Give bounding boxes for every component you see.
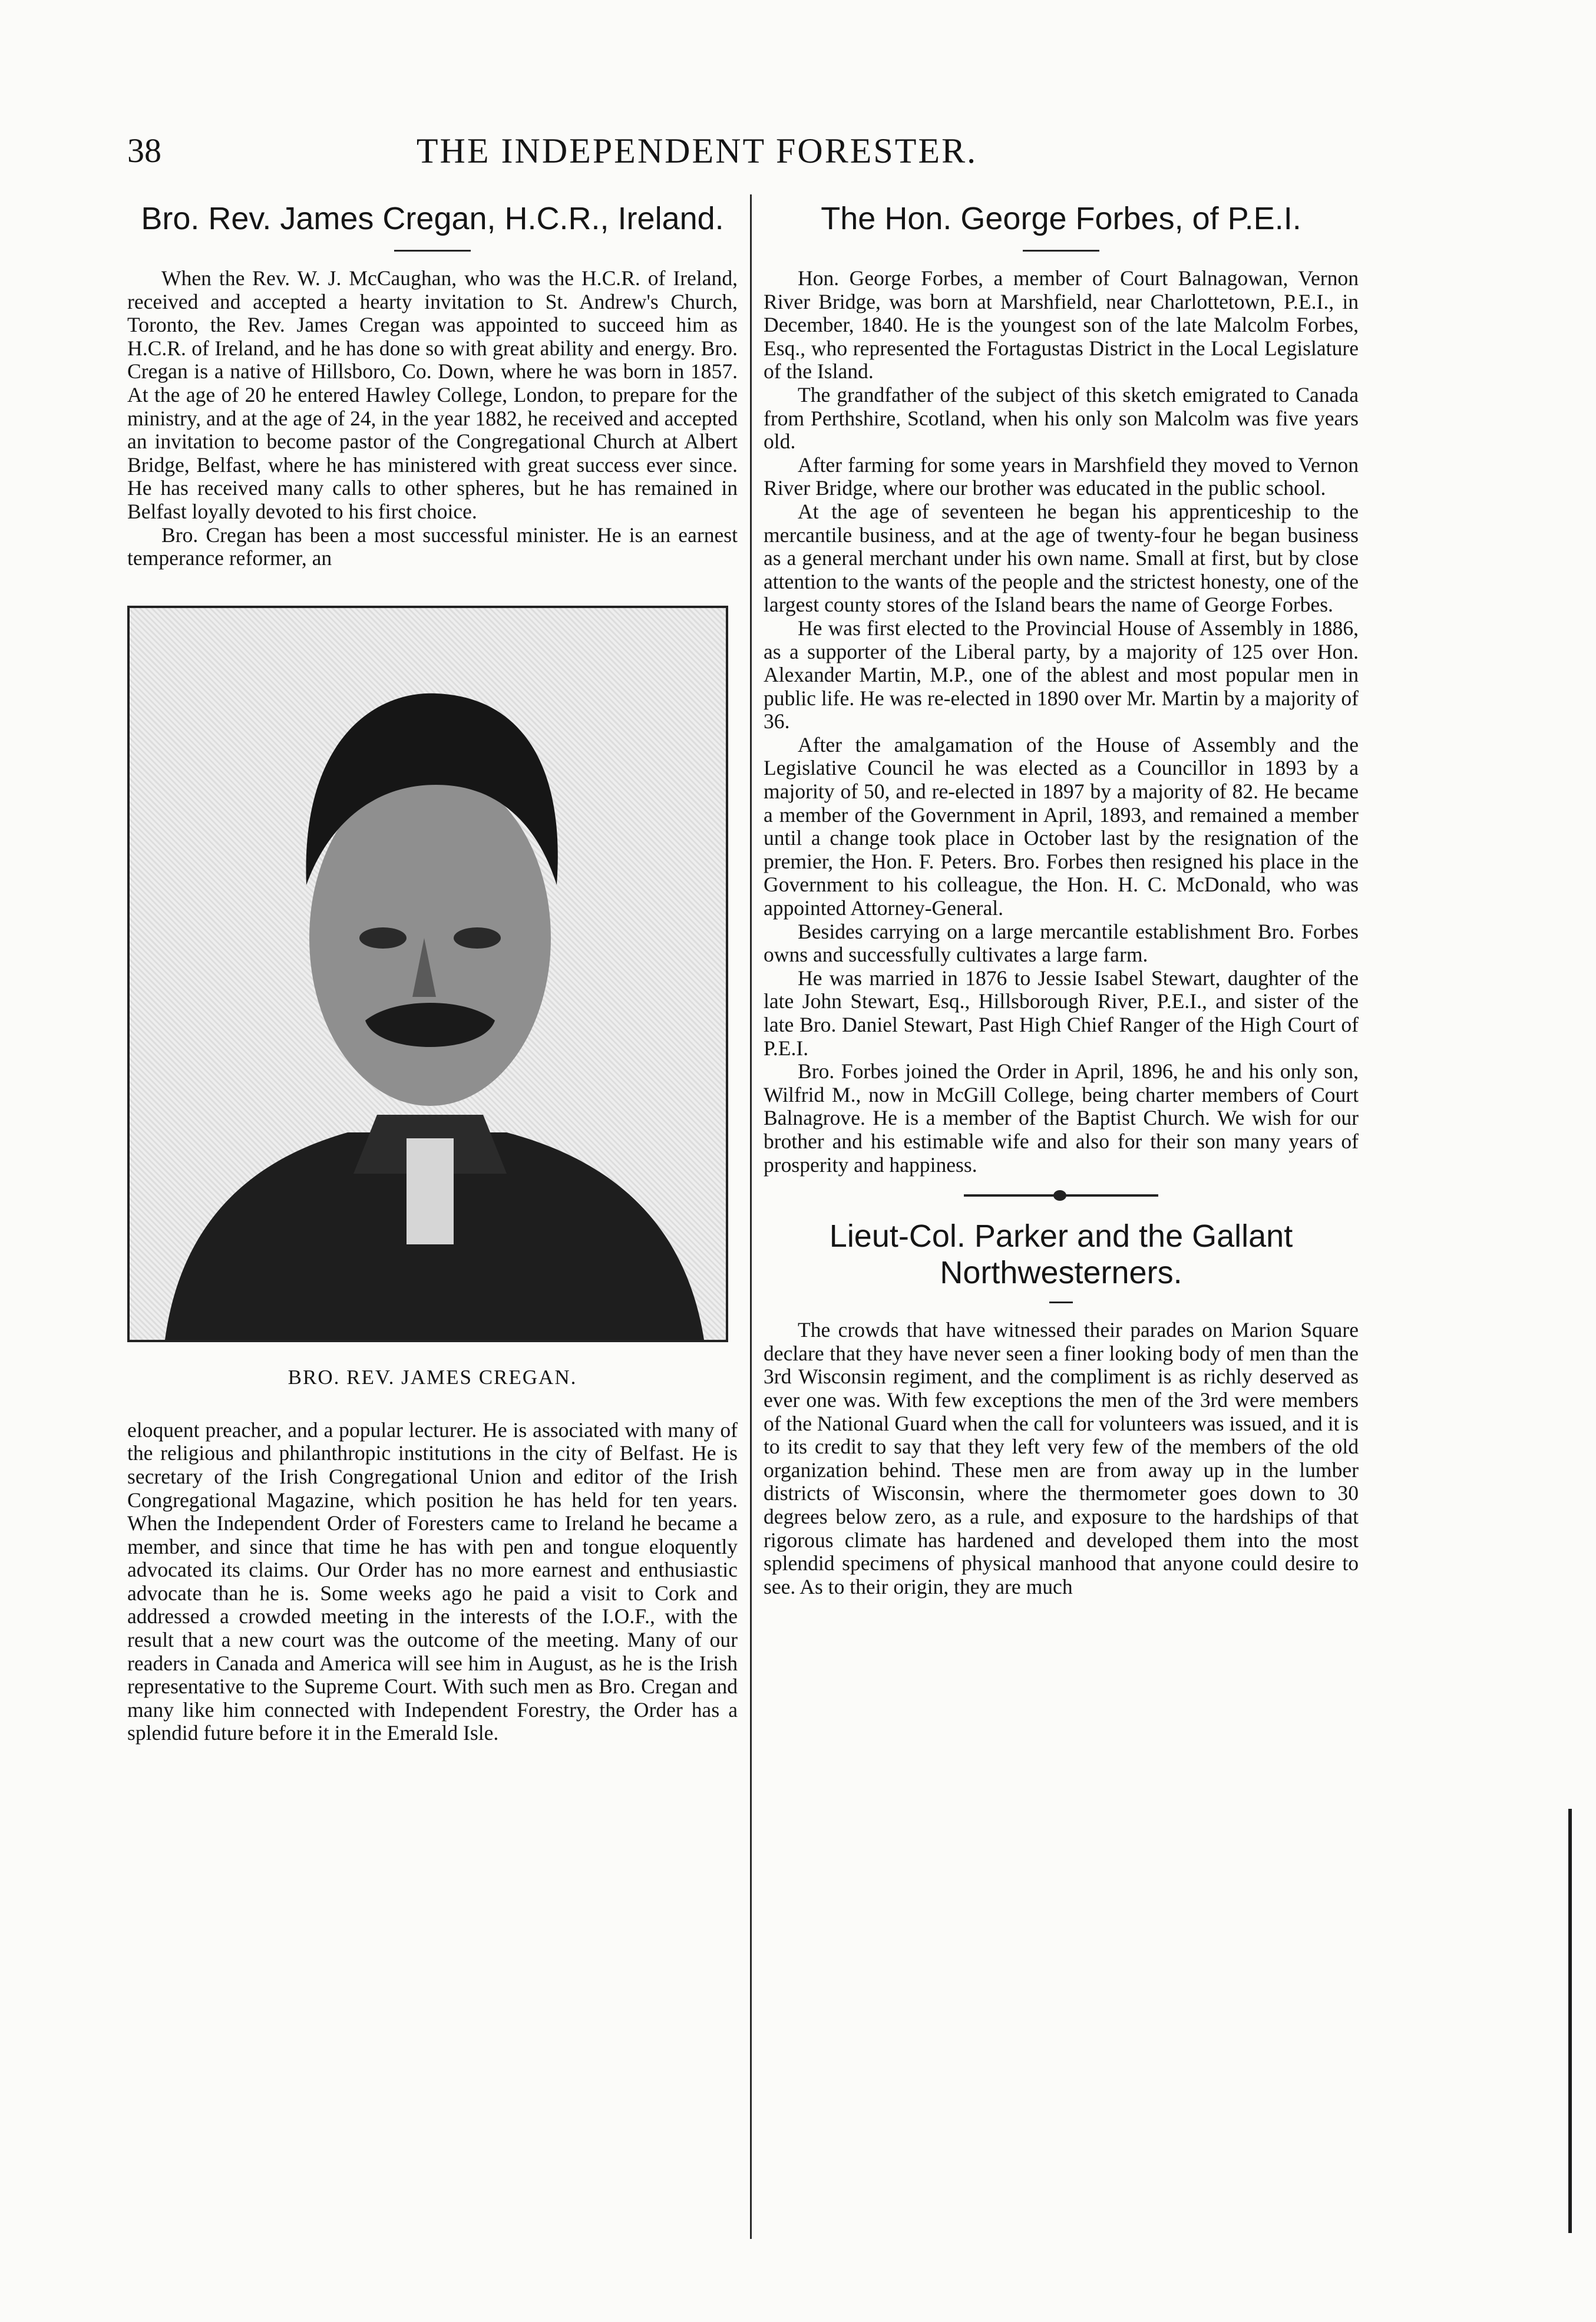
forbes-paragraph: Hon. George Forbes, a member of Court Balnagowan, Vernon River Bridge, was born at Marshfield, near Charlottetown, P.E.I., in December, 1840. He is the youngest son of the late Malcolm Forbes, Esq., who represented the Fortagustas District in the Local Legislature of the Island. bbox=[764, 266, 1359, 384]
column-divider bbox=[750, 194, 752, 2239]
margin-rule bbox=[1568, 1809, 1572, 2233]
running-head bbox=[127, 131, 1267, 178]
cregan-heading: Bro. Rev. James Cregan, H.C.R., Ireland. bbox=[141, 201, 724, 236]
portrait-engraving-icon bbox=[130, 608, 726, 1340]
portrait-caption: BRO. REV. JAMES CREGAN. bbox=[288, 1365, 577, 1389]
heading-rule bbox=[1049, 1302, 1073, 1303]
forbes-paragraph: The grandfather of the subject of this sketch emigrated to Canada from Perthshire, Scotland, when his only son Malcolm was five years old. bbox=[764, 382, 1359, 454]
heading-rule bbox=[1023, 250, 1099, 252]
right-column bbox=[764, 200, 1359, 1598]
left-column bbox=[127, 200, 738, 1745]
forbes-paragraph: After farming for some years in Marshfield they moved to Vernon River Bridge, where our brother was educated in the public school. bbox=[764, 452, 1359, 500]
parker-heading: Lieut-Col. Parker and the Gallant Northwesterners. bbox=[829, 1218, 1293, 1291]
section-ornament bbox=[964, 1194, 1158, 1197]
forbes-paragraph: Bro. Forbes joined the Order in April, 1896, he and his only son, Wilfrid M., now in McGill College, being charter members of Court Balnagrove. He is a member of the Baptist Church. We wish for our brother and his estimable wife and also for their son many years of prosperity and happiness. bbox=[764, 1059, 1359, 1177]
forbes-heading: The Hon. George Forbes, of P.E.I. bbox=[821, 201, 1301, 236]
forbes-paragraph: Besides carrying on a large mercantile establishment Bro. Forbes owns and successfully cultivates a large farm. bbox=[764, 919, 1359, 967]
cregan-paragraph: When the Rev. W. J. McCaughan, who was the H.C.R. of Ireland, received and accepted a hearty invitation to St. Andrew's Church, Toronto, the Rev. James Cregan was appointed to succeed him as H.C.R. of Ireland, and he has done so with great ability and energy. Bro. Cregan is a native of Hillsboro, Co. Down, where he was born in 1857. At the age of 20 he entered Hawley College, London, to prepare for the ministry, and at the age of 24, in the year 1882, he received and accepted an invitation to become pastor of the Congregational Church at Albert Bridge, Belfast, where he has ministered with great success ever since. He has received many calls to other spheres, but he has remained in Belfast loyally devoted to his first choice. bbox=[127, 266, 738, 523]
forbes-paragraph: After the amalgamation of the House of Assembly and the Legislative Council he was elected as a Councillor in 1893 by a majority of 50, and re-elected in 1897 by a majority of 82. He became a member of the Government in April, 1893, and remained a member until a change took place in October last by the resignation of the premier, the Hon. F. Peters. Bro. Forbes then resigned his place in the Government to his colleague, the Hon. H. C. McDonald, who was appointed Attorney-General. bbox=[764, 732, 1359, 920]
journal-title: THE INDEPENDENT FORESTER. bbox=[416, 131, 978, 170]
cregan-portrait-image bbox=[127, 606, 728, 1342]
heading-rule bbox=[394, 250, 471, 252]
page-number: 38 bbox=[127, 131, 161, 170]
cregan-continuation: eloquent preacher, and a popular lecturer. He is associated with many of the religious and philanthropic institutions in the city of Belfast. He is secretary of the Irish Congregational Union and editor of the Irish Congregational Magazine, which position he has held for ten years. When the Independent Order of Foresters came to Ireland he became a member, and since that time he has with pen and tongue eloquently advocated its claims. Our Order has no more earnest and enthusiastic advocate than he is. Some weeks ago he paid a visit to Cork and addressed a crowded meeting in the interests of the I.O.F., with the result that a new court was the outcome of the meeting. Many of our readers in Canada and America will see him in August, as he is the Irish representative to the Supreme Court. With such men as Bro. Cregan and many like him connected with Independent Forestry, the Order has a splendid future before it in the Emerald Isle. bbox=[127, 1418, 738, 1745]
forbes-paragraph: At the age of seventeen he began his apprenticeship to the mercantile business, and at the age of twenty-four he began business as a general merchant under his own name. Small at first, but by close attention to the wants of the people and the strictest honesty, one of the largest county stores of the Island bears the name of George Forbes. bbox=[764, 499, 1359, 617]
cregan-paragraph: Bro. Cregan has been a most successful minister. He is an earnest temperance reformer, an bbox=[127, 523, 738, 570]
forbes-paragraph: He was first elected to the Provincial House of Assembly in 1886, as a supporter of the Liberal party, by a majority of 125 over Hon. Alexander Martin, M.P., one of the ablest and most popular men in public life. He was re-elected in 1890 over Mr. Martin by a majority of 36. bbox=[764, 616, 1359, 734]
parker-paragraph: The crowds that have witnessed their parades on Marion Square declare that they have never seen a finer looking body of men than the 3rd Wisconsin regiment, and the compliment is as richly deserved as ever one was. With few exceptions the men of the 3rd were members of the National Guard when the call for volunteers was issued, and it is to its credit to say that they left very few of the members of the old organization behind. These men are from away up in the lumber districts of Wisconsin, where the thermometer goes down to 30 degrees below zero, as a rule, and exposure to the hardships of that rigorous climate has hardened and developed them into the most splendid specimens of physical manhood that anyone could desire to see. As to their origin, they are much bbox=[764, 1318, 1359, 1598]
forbes-paragraph: He was married in 1876 to Jessie Isabel Stewart, daughter of the late John Stewart, Esq., Hillsborough River, P.E.I., and sister of the late Bro. Daniel Stewart, Past High Chief Ranger of the High Court of P.E.I. bbox=[764, 966, 1359, 1060]
